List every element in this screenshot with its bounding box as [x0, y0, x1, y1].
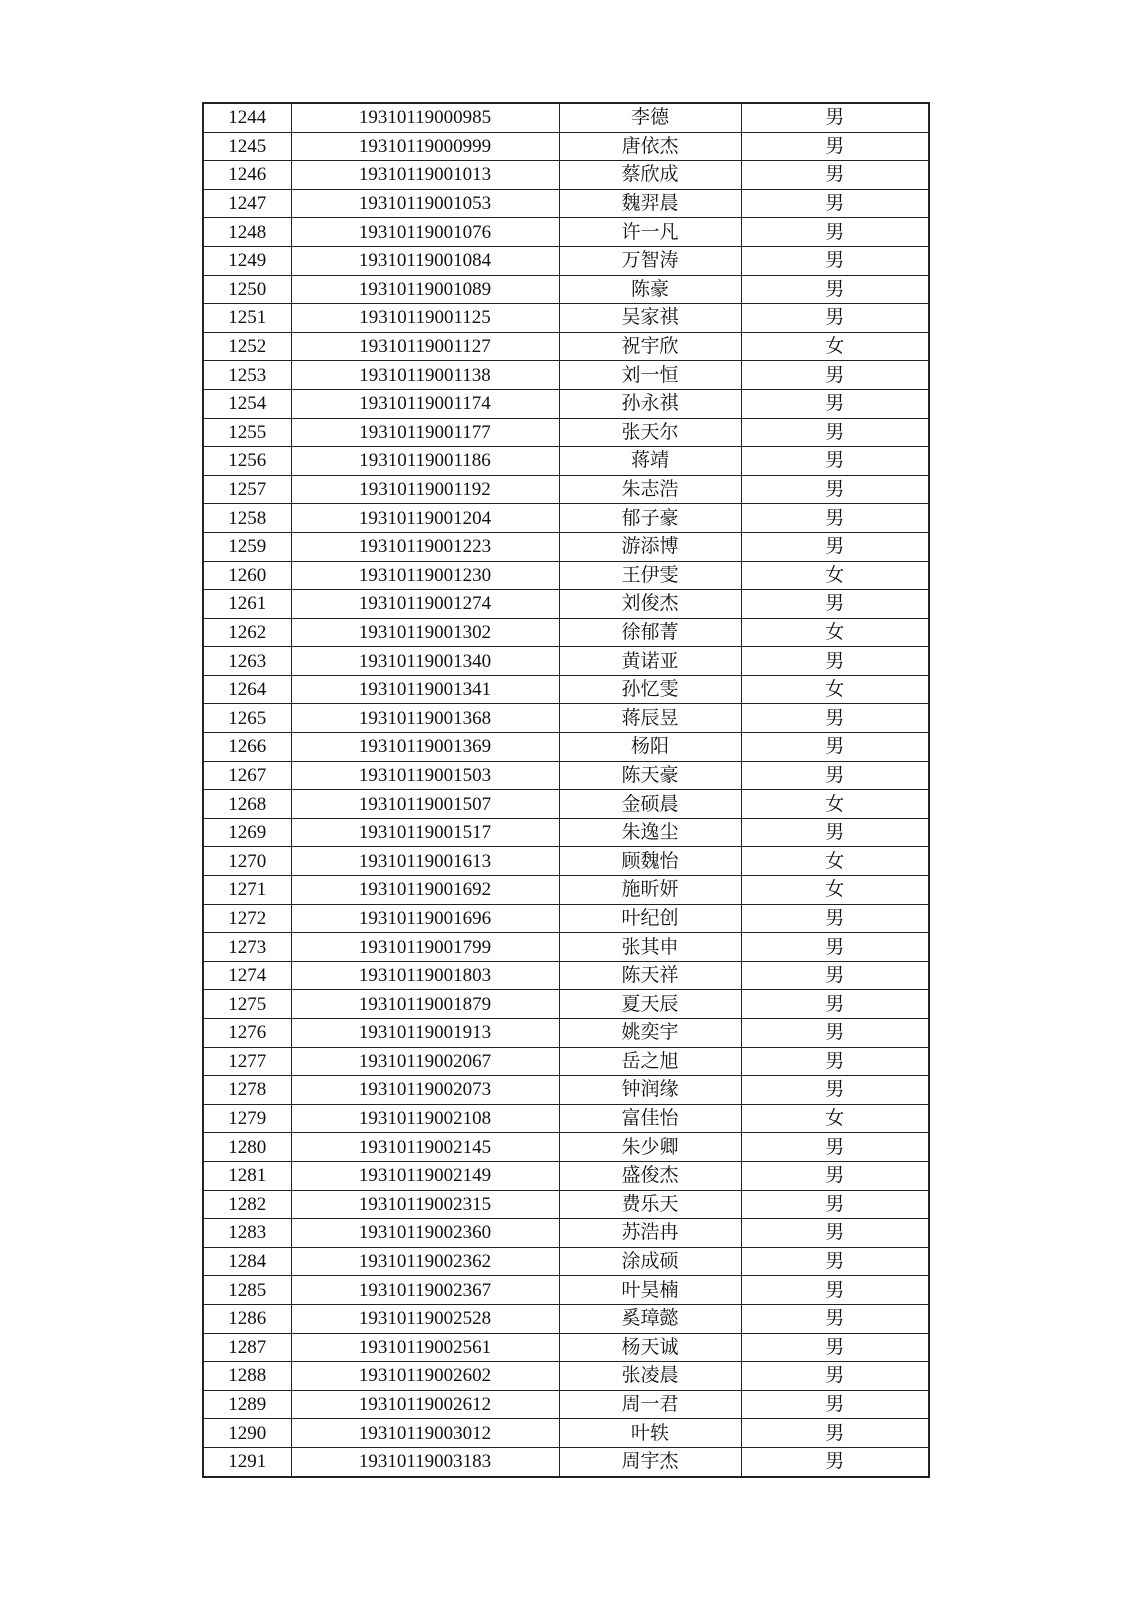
table-row — [203, 1362, 929, 1391]
student-id: 19310119002315 — [291, 1190, 559, 1219]
row-number: 1279 — [203, 1104, 291, 1133]
student-id: 19310119001799 — [291, 933, 559, 962]
student-id: 19310119002108 — [291, 1104, 559, 1133]
row-number: 1276 — [203, 1019, 291, 1048]
student-name: 杨阳 — [559, 733, 741, 762]
student-id: 19310119001138 — [291, 361, 559, 390]
table-row — [203, 246, 929, 275]
student-name: 刘一恒 — [559, 361, 741, 390]
row-number: 1245 — [203, 132, 291, 161]
student-gender: 男 — [741, 389, 929, 418]
student-gender: 女 — [741, 561, 929, 590]
student-gender: 男 — [741, 246, 929, 275]
student-id: 19310119001013 — [291, 161, 559, 190]
row-number: 1281 — [203, 1161, 291, 1190]
student-gender: 男 — [741, 161, 929, 190]
row-number: 1261 — [203, 590, 291, 619]
table-row — [203, 904, 929, 933]
student-id: 19310119002067 — [291, 1047, 559, 1076]
student-name: 盛俊杰 — [559, 1161, 741, 1190]
row-number: 1247 — [203, 189, 291, 218]
student-id: 19310119001302 — [291, 618, 559, 647]
student-id: 19310119003012 — [291, 1419, 559, 1448]
table-row — [203, 361, 929, 390]
student-name: 奚璋懿 — [559, 1304, 741, 1333]
row-number: 1280 — [203, 1133, 291, 1162]
student-id: 19310119001368 — [291, 704, 559, 733]
row-number: 1257 — [203, 475, 291, 504]
row-number: 1248 — [203, 218, 291, 247]
student-name: 万智涛 — [559, 246, 741, 275]
student-name: 钟润缘 — [559, 1076, 741, 1105]
student-gender: 男 — [741, 1276, 929, 1305]
student-gender: 男 — [741, 933, 929, 962]
row-number: 1252 — [203, 332, 291, 361]
student-name: 李德 — [559, 103, 741, 132]
table-row — [203, 103, 929, 132]
student-id: 19310119001076 — [291, 218, 559, 247]
student-gender: 女 — [741, 876, 929, 905]
student-gender: 男 — [741, 1047, 929, 1076]
student-gender: 男 — [741, 990, 929, 1019]
student-name: 周宇杰 — [559, 1447, 741, 1476]
student-gender: 男 — [741, 1161, 929, 1190]
student-gender: 男 — [741, 132, 929, 161]
row-number: 1270 — [203, 847, 291, 876]
student-gender: 男 — [741, 818, 929, 847]
student-name: 蒋辰昱 — [559, 704, 741, 733]
student-id: 19310119002561 — [291, 1333, 559, 1362]
table-row — [203, 475, 929, 504]
table-row — [203, 1276, 929, 1305]
table-row — [203, 733, 929, 762]
student-id: 19310119001696 — [291, 904, 559, 933]
student-name: 陈天祥 — [559, 961, 741, 990]
row-number: 1287 — [203, 1333, 291, 1362]
student-gender: 男 — [741, 1190, 929, 1219]
student-name: 杨天诚 — [559, 1333, 741, 1362]
student-name: 费乐天 — [559, 1190, 741, 1219]
table-row — [203, 618, 929, 647]
student-id: 19310119001204 — [291, 504, 559, 533]
row-number: 1285 — [203, 1276, 291, 1305]
student-id: 19310119001084 — [291, 246, 559, 275]
student-id: 19310119000985 — [291, 103, 559, 132]
student-gender: 男 — [741, 1362, 929, 1391]
student-gender: 男 — [741, 189, 929, 218]
row-number: 1290 — [203, 1419, 291, 1448]
student-name: 陈天豪 — [559, 761, 741, 790]
student-gender: 男 — [741, 532, 929, 561]
student-name: 周一君 — [559, 1390, 741, 1419]
student-name: 许一凡 — [559, 218, 741, 247]
table-row — [203, 504, 929, 533]
student-gender: 男 — [741, 361, 929, 390]
row-number: 1267 — [203, 761, 291, 790]
student-name: 游添博 — [559, 532, 741, 561]
row-number: 1272 — [203, 904, 291, 933]
student-name: 涂成硕 — [559, 1247, 741, 1276]
row-number: 1289 — [203, 1390, 291, 1419]
row-number: 1246 — [203, 161, 291, 190]
table-row — [203, 132, 929, 161]
table-row — [203, 532, 929, 561]
row-number: 1244 — [203, 103, 291, 132]
student-name: 王伊雯 — [559, 561, 741, 590]
student-gender: 男 — [741, 761, 929, 790]
student-id: 19310119001127 — [291, 332, 559, 361]
student-id: 19310119002612 — [291, 1390, 559, 1419]
table-row — [203, 1019, 929, 1048]
student-gender: 男 — [741, 961, 929, 990]
student-name: 朱志浩 — [559, 475, 741, 504]
student-id: 19310119001089 — [291, 275, 559, 304]
student-name: 吴家祺 — [559, 304, 741, 333]
student-gender: 男 — [741, 1304, 929, 1333]
student-gender: 女 — [741, 675, 929, 704]
student-gender: 男 — [741, 1076, 929, 1105]
student-id: 19310119001192 — [291, 475, 559, 504]
table-row — [203, 818, 929, 847]
student-id: 19310119002360 — [291, 1219, 559, 1248]
table-row — [203, 304, 929, 333]
row-number: 1282 — [203, 1190, 291, 1219]
table-row — [203, 332, 929, 361]
student-gender: 男 — [741, 218, 929, 247]
row-number: 1266 — [203, 733, 291, 762]
row-number: 1268 — [203, 790, 291, 819]
student-id: 19310119001879 — [291, 990, 559, 1019]
student-id: 19310119002528 — [291, 1304, 559, 1333]
row-number: 1271 — [203, 876, 291, 905]
student-name: 富佳怡 — [559, 1104, 741, 1133]
row-number: 1277 — [203, 1047, 291, 1076]
table-row — [203, 1161, 929, 1190]
table-row — [203, 1304, 929, 1333]
student-id: 19310119002367 — [291, 1276, 559, 1305]
row-number: 1253 — [203, 361, 291, 390]
student-name: 姚奕宇 — [559, 1019, 741, 1048]
row-number: 1274 — [203, 961, 291, 990]
student-name: 刘俊杰 — [559, 590, 741, 619]
student-gender: 女 — [741, 332, 929, 361]
student-name: 郁子豪 — [559, 504, 741, 533]
row-number: 1256 — [203, 447, 291, 476]
row-number: 1264 — [203, 675, 291, 704]
student-name: 徐郁菁 — [559, 618, 741, 647]
student-gender: 男 — [741, 1333, 929, 1362]
row-number: 1258 — [203, 504, 291, 533]
student-id: 19310119001341 — [291, 675, 559, 704]
student-name: 夏天辰 — [559, 990, 741, 1019]
student-gender: 男 — [741, 1219, 929, 1248]
student-id: 19310119001369 — [291, 733, 559, 762]
table-row — [203, 389, 929, 418]
student-name: 朱少卿 — [559, 1133, 741, 1162]
table-row — [203, 647, 929, 676]
student-id: 19310119002362 — [291, 1247, 559, 1276]
student-gender: 男 — [741, 418, 929, 447]
table-row — [203, 990, 929, 1019]
student-id: 19310119001613 — [291, 847, 559, 876]
student-id: 19310119001507 — [291, 790, 559, 819]
student-id: 19310119001177 — [291, 418, 559, 447]
row-number: 1286 — [203, 1304, 291, 1333]
student-gender: 女 — [741, 618, 929, 647]
student-id: 19310119001503 — [291, 761, 559, 790]
table-row — [203, 1104, 929, 1133]
student-name: 叶纪创 — [559, 904, 741, 933]
student-id: 19310119002602 — [291, 1362, 559, 1391]
student-id: 19310119001340 — [291, 647, 559, 676]
student-id: 19310119001803 — [291, 961, 559, 990]
student-gender: 男 — [741, 1447, 929, 1476]
table-row — [203, 218, 929, 247]
student-id: 19310119001517 — [291, 818, 559, 847]
row-number: 1263 — [203, 647, 291, 676]
table-row — [203, 1419, 929, 1448]
table-row — [203, 790, 929, 819]
row-number: 1255 — [203, 418, 291, 447]
student-name: 施昕妍 — [559, 876, 741, 905]
student-id: 19310119001274 — [291, 590, 559, 619]
student-id: 19310119001913 — [291, 1019, 559, 1048]
student-name: 顾魏怡 — [559, 847, 741, 876]
student-gender: 男 — [741, 1019, 929, 1048]
student-id: 19310119001174 — [291, 389, 559, 418]
student-gender: 男 — [741, 504, 929, 533]
student-name: 蔡欣成 — [559, 161, 741, 190]
table-row — [203, 447, 929, 476]
table-row — [203, 1247, 929, 1276]
student-name: 张凌晨 — [559, 1362, 741, 1391]
table-row — [203, 1076, 929, 1105]
student-gender: 男 — [741, 103, 929, 132]
student-id: 19310119002145 — [291, 1133, 559, 1162]
table-row — [203, 876, 929, 905]
table-row — [203, 704, 929, 733]
student-gender: 男 — [741, 647, 929, 676]
student-name: 叶轶 — [559, 1419, 741, 1448]
student-name: 唐依杰 — [559, 132, 741, 161]
student-gender: 男 — [741, 1390, 929, 1419]
student-name: 苏浩冉 — [559, 1219, 741, 1248]
student-gender: 男 — [741, 704, 929, 733]
student-name: 黄诺亚 — [559, 647, 741, 676]
student-id: 19310119001223 — [291, 532, 559, 561]
student-name: 张其申 — [559, 933, 741, 962]
row-number: 1275 — [203, 990, 291, 1019]
table-row — [203, 189, 929, 218]
student-id: 19310119001230 — [291, 561, 559, 590]
table-row — [203, 1133, 929, 1162]
student-gender: 男 — [741, 1133, 929, 1162]
student-gender: 男 — [741, 904, 929, 933]
table-row — [203, 933, 929, 962]
row-number: 1278 — [203, 1076, 291, 1105]
table-row — [203, 1390, 929, 1419]
row-number: 1250 — [203, 275, 291, 304]
student-id: 19310119001053 — [291, 189, 559, 218]
table-row — [203, 1047, 929, 1076]
student-name: 金硕晨 — [559, 790, 741, 819]
row-number: 1260 — [203, 561, 291, 590]
table-row — [203, 847, 929, 876]
student-gender: 男 — [741, 275, 929, 304]
row-number: 1254 — [203, 389, 291, 418]
student-name: 蒋靖 — [559, 447, 741, 476]
student-name: 孙忆雯 — [559, 675, 741, 704]
table-row — [203, 761, 929, 790]
table-row — [203, 418, 929, 447]
row-number: 1283 — [203, 1219, 291, 1248]
row-number: 1259 — [203, 532, 291, 561]
row-number: 1273 — [203, 933, 291, 962]
table-row — [203, 1447, 929, 1476]
student-name: 陈豪 — [559, 275, 741, 304]
table-row — [203, 161, 929, 190]
table-row — [203, 1333, 929, 1362]
student-gender: 女 — [741, 790, 929, 819]
row-number: 1251 — [203, 304, 291, 333]
student-gender: 男 — [741, 590, 929, 619]
student-id: 19310119001125 — [291, 304, 559, 333]
student-id: 19310119003183 — [291, 1447, 559, 1476]
student-id: 19310119000999 — [291, 132, 559, 161]
student-name: 岳之旭 — [559, 1047, 741, 1076]
student-id: 19310119001692 — [291, 876, 559, 905]
row-number: 1288 — [203, 1362, 291, 1391]
table-row — [203, 561, 929, 590]
student-id: 19310119002149 — [291, 1161, 559, 1190]
table-row — [203, 961, 929, 990]
student-gender: 男 — [741, 733, 929, 762]
student-name: 祝宇欣 — [559, 332, 741, 361]
row-number: 1284 — [203, 1247, 291, 1276]
table-row — [203, 675, 929, 704]
row-number: 1249 — [203, 246, 291, 275]
row-number: 1269 — [203, 818, 291, 847]
student-gender: 女 — [741, 1104, 929, 1133]
student-gender: 男 — [741, 304, 929, 333]
row-number: 1291 — [203, 1447, 291, 1476]
student-id: 19310119001186 — [291, 447, 559, 476]
table-row — [203, 1190, 929, 1219]
roster-body — [203, 103, 929, 1477]
row-number: 1265 — [203, 704, 291, 733]
student-name: 张天尔 — [559, 418, 741, 447]
student-name: 孙永祺 — [559, 389, 741, 418]
student-name: 朱逸尘 — [559, 818, 741, 847]
student-gender: 男 — [741, 475, 929, 504]
student-gender: 男 — [741, 1419, 929, 1448]
student-id: 19310119002073 — [291, 1076, 559, 1105]
student-roster-table — [202, 102, 930, 1478]
student-gender: 男 — [741, 447, 929, 476]
student-gender: 男 — [741, 1247, 929, 1276]
student-gender: 女 — [741, 847, 929, 876]
student-name: 魏羿晨 — [559, 189, 741, 218]
row-number: 1262 — [203, 618, 291, 647]
table-row — [203, 1219, 929, 1248]
table-row — [203, 590, 929, 619]
table-row — [203, 275, 929, 304]
student-name: 叶昊楠 — [559, 1276, 741, 1305]
